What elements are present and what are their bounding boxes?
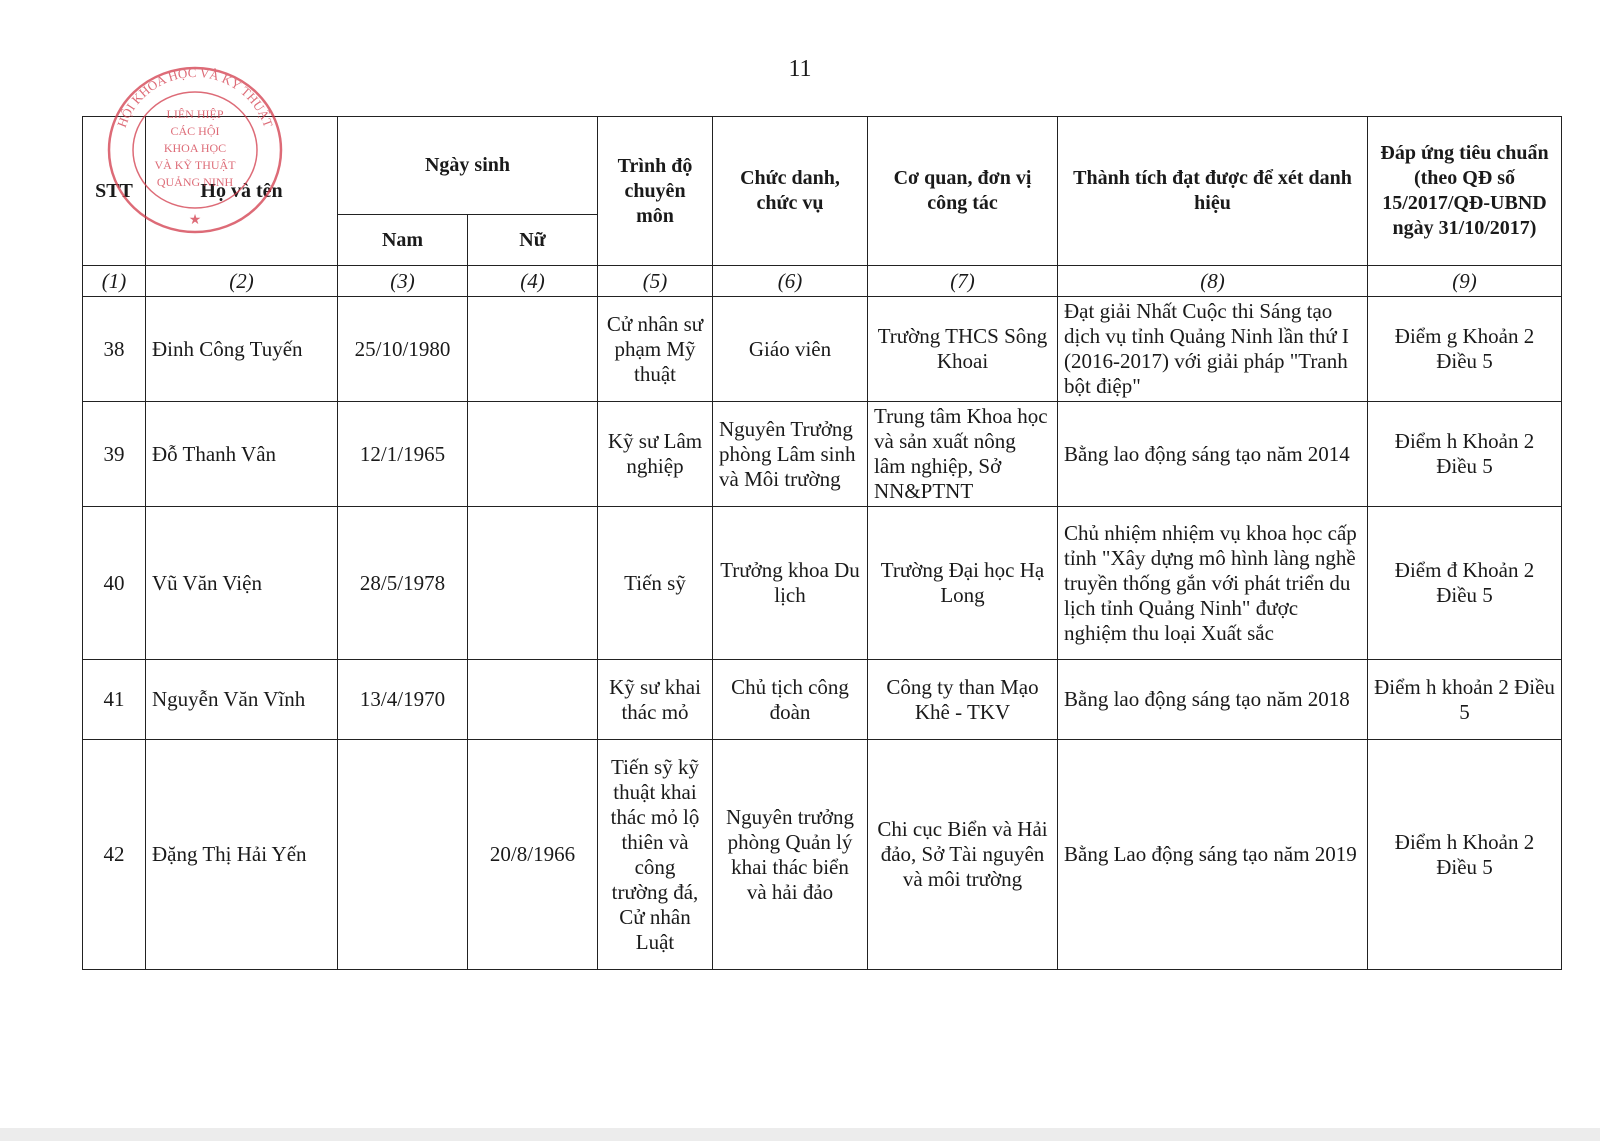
cell-organization: Trường THCS Sông Khoai (868, 297, 1058, 402)
cell-achievement: Bằng lao động sáng tạo năm 2018 (1058, 660, 1368, 740)
cell-name: Nguyễn Văn Vĩnh (146, 660, 338, 740)
column-index: (7) (868, 266, 1058, 297)
header-stt: STT (83, 117, 146, 266)
cell-stt: 39 (83, 402, 146, 507)
cell-criteria: Điểm h Khoản 2 Điều 5 (1368, 740, 1562, 970)
table-row (83, 507, 1562, 660)
cell-female-dob: 20/8/1966 (468, 740, 598, 970)
column-index: (3) (338, 266, 468, 297)
cell-organization: Công ty than Mạo Khê - TKV (868, 660, 1058, 740)
seal-star-icon: ★ (188, 213, 202, 228)
column-index: (1) (83, 266, 146, 297)
table-row (83, 660, 1562, 740)
cell-qualification: Cử nhân sư phạm Mỹ thuật (598, 297, 713, 402)
nominee-table (82, 116, 1562, 970)
cell-position: Nguyên Trưởng phòng Lâm sinh và Môi trường (713, 402, 868, 507)
cell-criteria: Điểm h Khoản 2 Điều 5 (1368, 402, 1562, 507)
cell-criteria: Điểm h khoản 2 Điều 5 (1368, 660, 1562, 740)
cell-criteria: Điểm g Khoản 2 Điều 5 (1368, 297, 1562, 402)
cell-achievement: Đạt giải Nhất Cuộc thi Sáng tạo dịch vụ tỉnh Quảng Ninh lần thứ I (2016-2017) với giải pháp "Tranh bột điệp" (1058, 297, 1368, 402)
table-row (83, 402, 1562, 507)
cell-female-dob (468, 402, 598, 507)
header-row-1 (83, 117, 1562, 215)
table-row (83, 740, 1562, 970)
header-achievement: Thành tích đạt được để xét danh hiệu (1058, 117, 1368, 266)
cell-name: Đặng Thị Hải Yến (146, 740, 338, 970)
cell-name: Đỗ Thanh Vân (146, 402, 338, 507)
column-index: (5) (598, 266, 713, 297)
cell-female-dob (468, 507, 598, 660)
svg-text:KHOA HỌC: KHOA HỌC (163, 141, 227, 155)
cell-achievement: Bằng lao động sáng tạo năm 2014 (1058, 402, 1368, 507)
column-index-row (83, 266, 1562, 297)
cell-position: Trưởng khoa Du lịch (713, 507, 868, 660)
header-male: Nam (338, 215, 468, 266)
table-row (83, 297, 1562, 402)
cell-stt: 40 (83, 507, 146, 660)
cell-stt: 38 (83, 297, 146, 402)
cell-criteria: Điểm đ Khoản 2 Điều 5 (1368, 507, 1562, 660)
header-criteria: Đáp ứng tiêu chuẩn (theo QĐ số 15/2017/QĐ-UBND ngày 31/10/2017) (1368, 117, 1562, 266)
seal-ring-text: HỘI KHOA HỌC VÀ KỸ THUẬT (113, 64, 277, 130)
cell-qualification: Kỹ sư khai thác mỏ (598, 660, 713, 740)
cell-male-dob: 13/4/1970 (338, 660, 468, 740)
cell-stt: 41 (83, 660, 146, 740)
header-dob: Ngày sinh (338, 117, 598, 215)
cell-qualification: Tiến sỹ (598, 507, 713, 660)
header-position: Chức danh, chức vụ (713, 117, 868, 266)
cell-male-dob: 28/5/1978 (338, 507, 468, 660)
cell-male-dob: 25/10/1980 (338, 297, 468, 402)
header-organization: Cơ quan, đơn vị công tác (868, 117, 1058, 266)
column-index: (2) (146, 266, 338, 297)
svg-text:QUẢNG NINH: QUẢNG NINH (156, 175, 234, 189)
page-number: 11 (788, 56, 812, 82)
svg-text:VÀ KỸ THUẬT: VÀ KỸ THUẬT (154, 158, 236, 172)
header-female: Nữ (468, 215, 598, 266)
column-index: (8) (1058, 266, 1368, 297)
cell-position: Giáo viên (713, 297, 868, 402)
svg-text:LIÊN HIỆP: LIÊN HIỆP (166, 107, 224, 121)
cell-organization: Trung tâm Khoa học và sản xuất nông lâm nghiệp, Sở NN&PTNT (868, 402, 1058, 507)
cell-male-dob (338, 740, 468, 970)
cell-name: Vũ Văn Viện (146, 507, 338, 660)
cell-name: Đinh Công Tuyến (146, 297, 338, 402)
cell-female-dob (468, 660, 598, 740)
scan-bottom-edge (0, 1128, 1600, 1141)
cell-qualification: Kỹ sư Lâm nghiệp (598, 402, 713, 507)
cell-position: Nguyên trưởng phòng Quản lý khai thác biển và hải đảo (713, 740, 868, 970)
cell-organization: Chi cục Biển và Hải đảo, Sở Tài nguyên và môi trường (868, 740, 1058, 970)
header-name: Họ và tên (146, 117, 338, 266)
column-index: (9) (1368, 266, 1562, 297)
cell-qualification: Tiến sỹ kỹ thuật khai thác mỏ lộ thiên và công trường đá, Cử nhân Luật (598, 740, 713, 970)
cell-position: Chủ tịch công đoàn (713, 660, 868, 740)
column-index: (6) (713, 266, 868, 297)
cell-female-dob (468, 297, 598, 402)
cell-stt: 42 (83, 740, 146, 970)
column-index: (4) (468, 266, 598, 297)
svg-text:CÁC HỘI: CÁC HỘI (170, 124, 220, 138)
cell-achievement: Chủ nhiệm nhiệm vụ khoa học cấp tỉnh "Xây dựng mô hình làng nghề truyền thống gắn với phát triển du lịch tỉnh Quảng Ninh" được nghiệm thu loại Xuất sắc (1058, 507, 1368, 660)
cell-organization: Trường Đại học Hạ Long (868, 507, 1058, 660)
header-qualification: Trình độ chuyên môn (598, 117, 713, 266)
cell-male-dob: 12/1/1965 (338, 402, 468, 507)
cell-achievement: Bằng Lao động sáng tạo năm 2019 (1058, 740, 1368, 970)
